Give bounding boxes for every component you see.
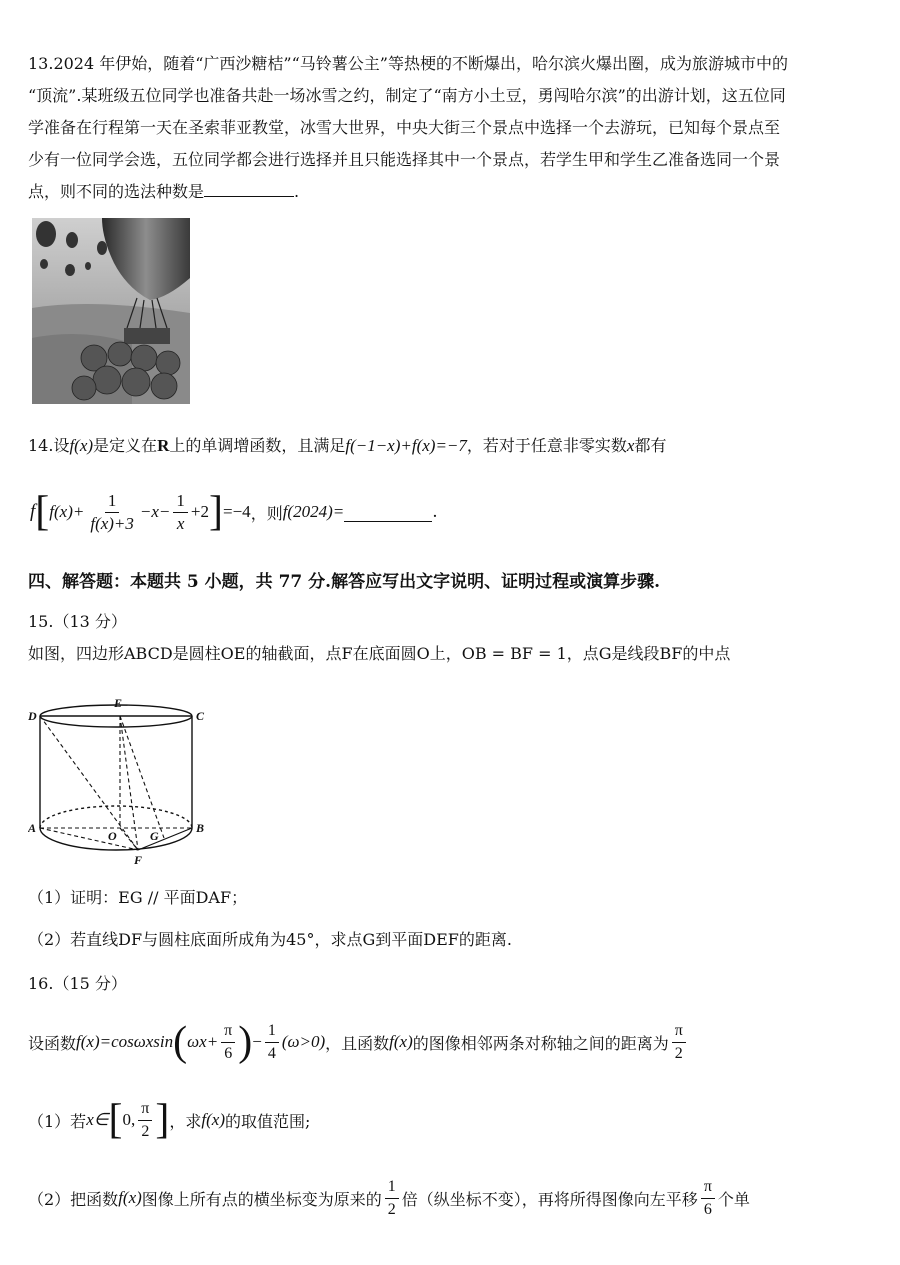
q16-six-b: 6 (703, 1200, 712, 1218)
q14-inner-mid: −x− (139, 502, 171, 521)
q16-four: 4 (267, 1044, 276, 1062)
q14-text-b: 上的单调增函数，且满足 (169, 436, 346, 455)
q14-x: x (626, 436, 635, 455)
q13-line-4: 少有一位同学会选，五位同学都会进行选择并且只能选择其中一个景点，若学生甲和学生乙准备选同一个景 (28, 150, 781, 169)
frac2-den: x (176, 513, 185, 533)
q16-one-b: 1 (385, 1176, 399, 1199)
q13-line-1: 13.2024 年伊始，随着“广西沙糖桔”“马铃薯公主”等热梗的不断爆出，哈尔滨火爆出圈，成为旅游城市中的 (28, 54, 788, 73)
q16-fx-b: f(x) (201, 1110, 225, 1129)
label-O: O (108, 829, 117, 843)
section-4-heading: 四、解答题：本题共 5 小题，共 77 分.解答应写出文字说明、证明过程或演算步骤. (28, 572, 660, 592)
question-13 (28, 48, 878, 208)
label-C: C (196, 709, 205, 723)
q13-line-3: 学准备在行程第一天在圣索菲亚教堂，冰雪大世界，中央大街三个景点中选择一个去游玩，已知每个景点至 (28, 118, 781, 137)
answer-blank (204, 178, 294, 197)
question-14 (28, 430, 878, 462)
q16-head: 16.（15 分） (28, 974, 127, 993)
q16-part-2 (28, 1168, 750, 1228)
q16-set: 设函数 (28, 1033, 77, 1053)
q14-fx: f(x) (69, 436, 94, 455)
q16-zero: 0, (122, 1110, 136, 1129)
q15-stem: 如图，四边形ABCD是圆柱OE的轴截面，点F在底面圆O上，OB = BF = 1，点G是线段BF的中点 (28, 644, 731, 663)
q14-ask: f(2024)= (282, 502, 345, 521)
q16-p2-pre: （2）把函数 (28, 1189, 119, 1209)
label-A: A (28, 821, 37, 835)
q16-pi-c: π (138, 1098, 152, 1121)
q14-inner-pre: f(x)+ (49, 502, 85, 521)
q16-fx-c: f(x) (118, 1188, 142, 1207)
q14-answer-blank (344, 503, 432, 522)
q16-pi: π (221, 1020, 235, 1043)
frac2-num: 1 (173, 490, 188, 513)
q16-def-inner: ωx+ (187, 1032, 219, 1051)
q14-R: R (157, 436, 170, 455)
q14-rhs: =−4 (223, 502, 251, 521)
q16-mid: ，且函数 (325, 1033, 390, 1053)
q16-p2-end: 个单 (717, 1189, 750, 1209)
q16-two-c: 2 (387, 1200, 396, 1218)
q14-line-1 (28, 430, 878, 462)
q14-text-d: 都有 (634, 436, 667, 455)
label-G: G (150, 829, 159, 843)
q16-one: 1 (265, 1020, 279, 1043)
q14-text-c: ，若对于任意非零实数 (466, 436, 627, 455)
q13-line-5 (28, 176, 878, 208)
q14-inner-end: +2 (190, 502, 209, 521)
q16-pi-d: π (701, 1176, 715, 1199)
label-B: B (196, 821, 205, 835)
q16-cond: (ω>0) (281, 1032, 326, 1051)
q13-line-5-text: 点，则不同的选法种数是 (28, 182, 205, 201)
cylinder-diagram (28, 692, 213, 867)
q14-prefix: 14.设 (28, 436, 70, 455)
label-F: F (134, 853, 143, 867)
q15-part-2: （2）若直线DF与圆柱底面所成角为45°，求点G到平面DEF的距离. (28, 930, 512, 949)
q14-fraction-2 (173, 490, 188, 535)
hot-air-balloon-photo (32, 218, 190, 404)
q16-p1-x: x∈ (86, 1110, 109, 1129)
q15-head: 15.（13 分） (28, 612, 127, 631)
q16-mid2: 的图像相邻两条对称轴之间的距离为 (412, 1033, 669, 1053)
q14-equation: f [ f(x)+ $\frac{1}{f(x)+3}$ −x− $\frac{1}{x}$ +2 ] =−4 ，则 f(2024)= . (30, 489, 438, 535)
q16-part-1: （1）若 x∈ [ 0, $\frac{\pi}{2}$ ] ，求 f(x) 的取值范围; (28, 1097, 311, 1143)
q16-minus: − (252, 1032, 262, 1051)
q16-p1-end2: 的取值范围; (224, 1111, 311, 1131)
q16-p2-mid: 图像上所有点的横坐标变为原来的 (141, 1189, 382, 1209)
q16-one-half (385, 1176, 399, 1221)
q16-p2-pi-over-6 (701, 1176, 715, 1221)
q14-eq1: f(−1−x)+f(x)=−7 (345, 436, 467, 455)
q16-p2-mid2: 倍（纵坐标不变），再将所得图像向左平移 (401, 1189, 698, 1209)
label-D: D (28, 709, 37, 723)
q14-then: ，则 (250, 503, 283, 523)
q16-p1-pi-over-2 (138, 1098, 152, 1143)
q14-fraction-1 (87, 490, 137, 535)
q16-pi-over-6 (221, 1020, 235, 1065)
q16-two: 2 (674, 1044, 683, 1062)
q16-def-lhs: f(x)=cosωxsin (76, 1032, 174, 1051)
q16-one-quarter (265, 1020, 279, 1065)
frac1-num: 1 (105, 490, 120, 513)
q16-p1-pre: （1）若 (28, 1111, 87, 1131)
q16-p1-end: ，求 (169, 1111, 202, 1131)
q16-pi-b: π (672, 1020, 686, 1043)
q13-end: . (294, 182, 300, 201)
q16-six: 6 (224, 1044, 233, 1062)
q14-text-a: 是定义在 (93, 436, 158, 455)
q14-end: . (432, 502, 438, 522)
q16-fx: f(x) (389, 1032, 413, 1051)
q14-outer-f: f (30, 501, 36, 522)
q16-definition: 设函数 f(x)=cosωxsin ( ωx+ $\frac{\pi}{6}$ ) − $\frac{1}{4}$ (ω>0) ，且函数 f(x) 的图像相邻两条对称轴之间的距离为 $\frac{\pi}{2}$ (28, 1012, 689, 1072)
frac1-den: f(x)+3 (90, 513, 134, 533)
q16-two-b: 2 (141, 1122, 150, 1140)
q13-line-2: “顶流”.某班级五位同学也准备共赴一场冰雪之约，制定了“南方小土豆，勇闯哈尔滨”的出游计划，这五位同 (28, 86, 786, 105)
q15-part-1: （1）证明：EG // 平面DAF； (28, 888, 248, 907)
label-E: E (114, 696, 123, 710)
q16-pi-over-2 (672, 1020, 686, 1065)
